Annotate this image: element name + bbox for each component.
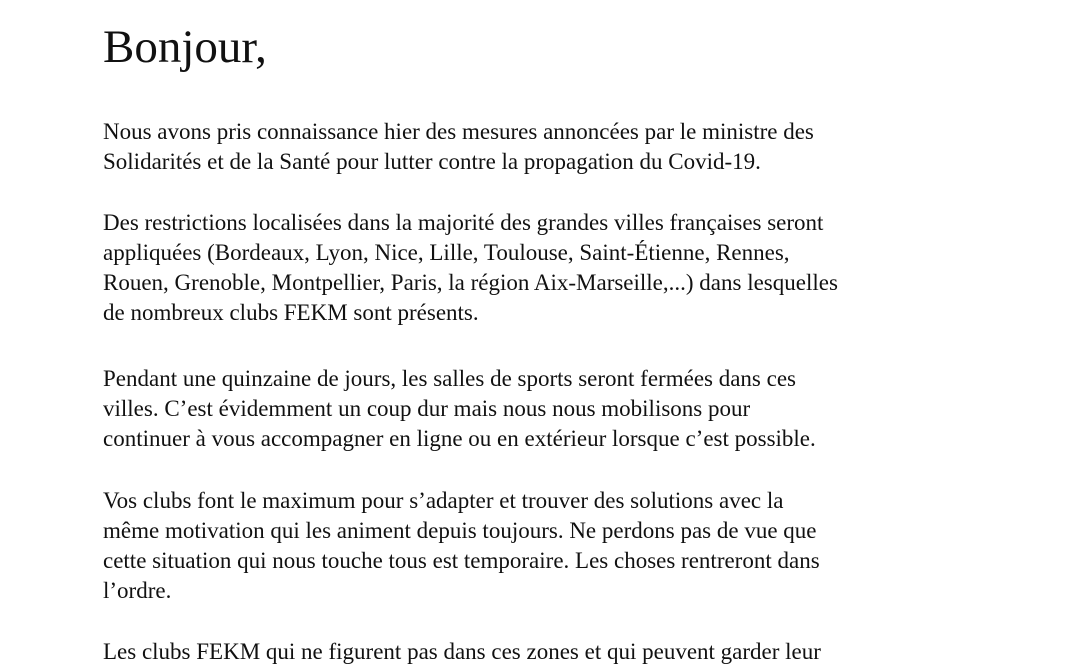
paragraph-covid-measures: [103, 117, 814, 177]
paragraph-other-clubs: [103, 637, 821, 667]
text-line: Nous avons pris connaissance hier des mesures annoncées par le ministre des: [103, 119, 814, 144]
text-line: villes. C’est évidemment un coup dur mais nous nous mobilisons pour: [103, 396, 751, 421]
text-line: même motivation qui les animent depuis toujours. Ne perdons pas de vue que: [103, 518, 817, 543]
text-line: Pendant une quinzaine de jours, les salles de sports seront fermées dans ces: [103, 366, 796, 391]
text-line: Rouen, Grenoble, Montpellier, Paris, la région Aix-Marseille,...) dans lesquelles: [103, 270, 838, 295]
text-line: continuer à vous accompagner en ligne ou en extérieur lorsque c’est possible.: [103, 426, 816, 451]
text-line: cette situation qui nous touche tous est temporaire. Les choses rentreront dans: [103, 548, 820, 573]
text-line: l’ordre.: [103, 578, 172, 603]
greeting-heading: Bonjour,: [103, 21, 267, 73]
paragraph-city-restrictions: [103, 208, 838, 328]
text-line: Vos clubs font le maximum pour s’adapter et trouver des solutions avec la: [103, 488, 784, 513]
text-line: Solidarités et de la Santé pour lutter contre la propagation du Covid-19.: [103, 149, 761, 174]
text-line: Des restrictions localisées dans la majorité des grandes villes françaises seront: [103, 210, 824, 235]
text-line: appliquées (Bordeaux, Lyon, Nice, Lille, Toulouse, Saint-Étienne, Rennes,: [103, 240, 790, 265]
text-line: de nombreux clubs FEKM sont présents.: [103, 300, 479, 325]
paragraph-clubs-adapting: [103, 486, 820, 606]
paragraph-gym-closures: [103, 364, 816, 454]
text-line: Les clubs FEKM qui ne figurent pas dans ces zones et qui peuvent garder leur: [103, 639, 821, 664]
